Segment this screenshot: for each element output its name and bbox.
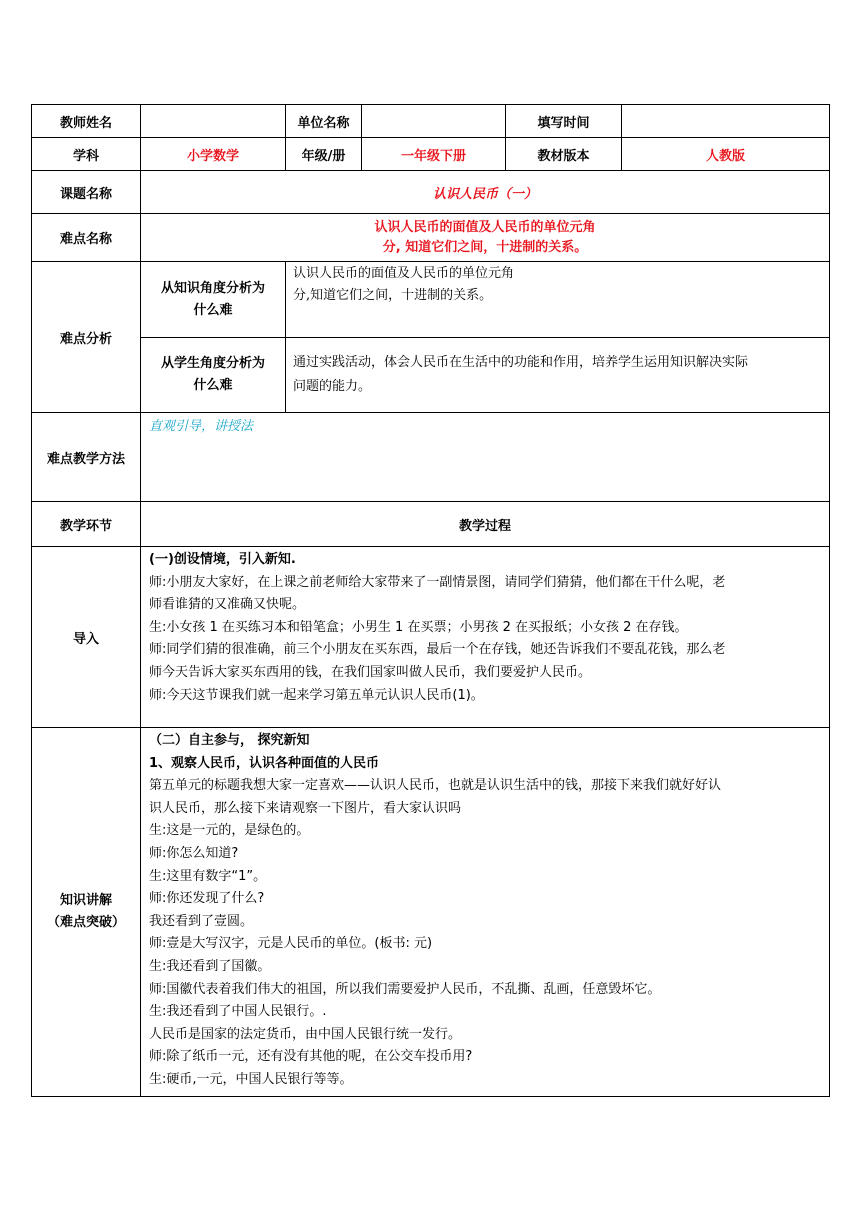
student-angle-text — [286, 338, 830, 413]
knowledge-line: 师:你怎么知道? — [149, 845, 239, 861]
analysis-row-student — [32, 338, 830, 413]
difficulty-label: 难点名称 — [32, 214, 141, 262]
stage-header: 教学环节 — [32, 502, 141, 547]
knowledge-line: 1、观察人民币，认识各种面值的人民币 — [149, 755, 380, 771]
analysis-label: 难点分析 — [32, 262, 141, 413]
student-angle-label-line-1: 从学生角度分析为 — [160, 356, 265, 371]
knowledge-label-line-2: （难点突破） — [46, 914, 125, 930]
knowledge-angle-label-line-1: 从知识角度分析为 — [160, 280, 265, 296]
header-row-2 — [32, 138, 830, 171]
knowledge-content — [141, 728, 830, 1097]
intro-line: 师:小朋友大家好，在上课之前老师给大家带来了一副情景图，请同学们猜猜，他们都在干什么呢，老 — [149, 574, 726, 590]
student-angle-label-line-2: 什么难 — [193, 378, 233, 393]
intro-line: 师:今天这节课我们就一起来学习第五单元认识人民币(1)。 — [149, 687, 484, 703]
grade-value: 一年级下册 — [362, 138, 506, 171]
process-header: 教学过程 — [141, 502, 830, 547]
topic-label: 课题名称 — [32, 171, 141, 214]
analysis-row-knowledge — [32, 262, 830, 338]
intro-line: (一)创设情境，引入新知. — [149, 552, 296, 567]
knowledge-line: 生:我还看到了中国人民银行。. — [149, 1004, 327, 1020]
teacher-name-label: 教师姓名 — [32, 105, 141, 138]
topic-row — [32, 171, 830, 214]
knowledge-line: 师:壹是大写汉字，元是人民币的单位。(板书: 元) — [149, 936, 433, 952]
grade-label: 年级/册 — [286, 138, 362, 171]
difficulty-row — [32, 214, 830, 262]
intro-line: 师看谁猜的又准确又快呢。 — [149, 597, 306, 613]
knowledge-line: 生:这里有数字“1”。 — [149, 868, 267, 884]
unit-name-label: 单位名称 — [286, 105, 362, 138]
knowledge-line: 识人民币，那么接下来请观察一下图片，看大家认识吗 — [149, 800, 462, 816]
lesson-plan-table — [31, 104, 830, 1097]
knowledge-line: 师:你还发现了什么? — [149, 891, 265, 907]
knowledge-line: 人民币是国家的法定货币，由中国人民银行统一发行。 — [149, 1026, 462, 1042]
fill-time-field[interactable] — [622, 105, 830, 138]
difficulty-value — [141, 214, 830, 262]
intro-row — [32, 547, 830, 728]
topic-value: 认识人民币（一） — [141, 171, 830, 214]
knowledge-line: 生:我还看到了国徽。 — [149, 958, 271, 974]
knowledge-line: 生:硬币,一元，中国人民银行等等。 — [149, 1071, 353, 1087]
intro-line: 师:同学们猜的很准确，前三个小朋友在买东西，最后一个在存钱，她还告诉我们不要乱花钱，那么老 — [149, 642, 726, 658]
method-row — [32, 413, 830, 502]
header-row-1 — [32, 105, 830, 138]
knowledge-line: 我还看到了壹圆。 — [149, 913, 254, 929]
student-angle-label — [141, 338, 286, 413]
intro-line: 师今天告诉大家买东西用的钱，在我们国家叫做人民币，我们要爱护人民币。 — [149, 664, 592, 680]
method-label: 难点教学方法 — [32, 413, 141, 502]
teacher-name-field[interactable] — [141, 105, 286, 138]
knowledge-line: 师:除了纸币一元，还有没有其他的呢，在公交车投币用? — [149, 1049, 473, 1065]
fill-time-label: 填写时间 — [506, 105, 622, 138]
knowledge-line: 生:这是一元的，是绿色的。 — [149, 823, 310, 839]
student-angle-line-2: 问题的能力。 — [293, 379, 372, 394]
method-value: 直观引导，讲授法 — [141, 413, 830, 502]
edition-label: 教材版本 — [506, 138, 622, 171]
difficulty-line-2: 分, 知道它们之间，十进制的关系。 — [382, 239, 588, 255]
knowledge-label — [32, 728, 141, 1097]
knowledge-line: 第五单元的标题我想大家一定喜欢——认识人民币，也就是认识生活中的钱，那接下来我们就好好认 — [149, 778, 722, 794]
knowledge-line: 师:国徽代表着我们伟大的祖国，所以我们需要爱护人民币，不乱撕、乱画，任意毁坏它。 — [149, 981, 661, 997]
knowledge-label-line-1: 知识讲解 — [59, 892, 112, 908]
process-header-row — [32, 502, 830, 547]
knowledge-angle-label — [141, 262, 286, 338]
knowledge-angle-text — [286, 262, 830, 338]
student-angle-line-1: 通过实践活动，体会人民币在生活中的功能和作用，培养学生运用知识解决实际 — [293, 355, 749, 370]
intro-label: 导入 — [32, 547, 141, 728]
knowledge-angle-line-1: 认识人民币的面值及人民币的单位元角 — [293, 266, 515, 281]
unit-name-field[interactable] — [362, 105, 506, 138]
intro-line: 生:小女孩 1 在买练习本和铅笔盒；小男生 1 在买票；小男孩 2 在买报纸；小女孩 2 在存钱。 — [149, 619, 688, 635]
subject-value: 小学数学 — [141, 138, 286, 171]
intro-content — [141, 547, 830, 728]
knowledge-angle-line-2: 分,知道它们之间，十进制的关系。 — [293, 288, 493, 303]
knowledge-angle-label-line-2: 什么难 — [193, 302, 233, 318]
knowledge-row — [32, 728, 830, 1097]
difficulty-line-1: 认识人民币的面值及人民币的单位元角 — [374, 219, 596, 235]
subject-label: 学科 — [32, 138, 141, 171]
edition-value: 人教版 — [622, 138, 830, 171]
knowledge-line: （二）自主参与， 探究新知 — [149, 733, 310, 748]
